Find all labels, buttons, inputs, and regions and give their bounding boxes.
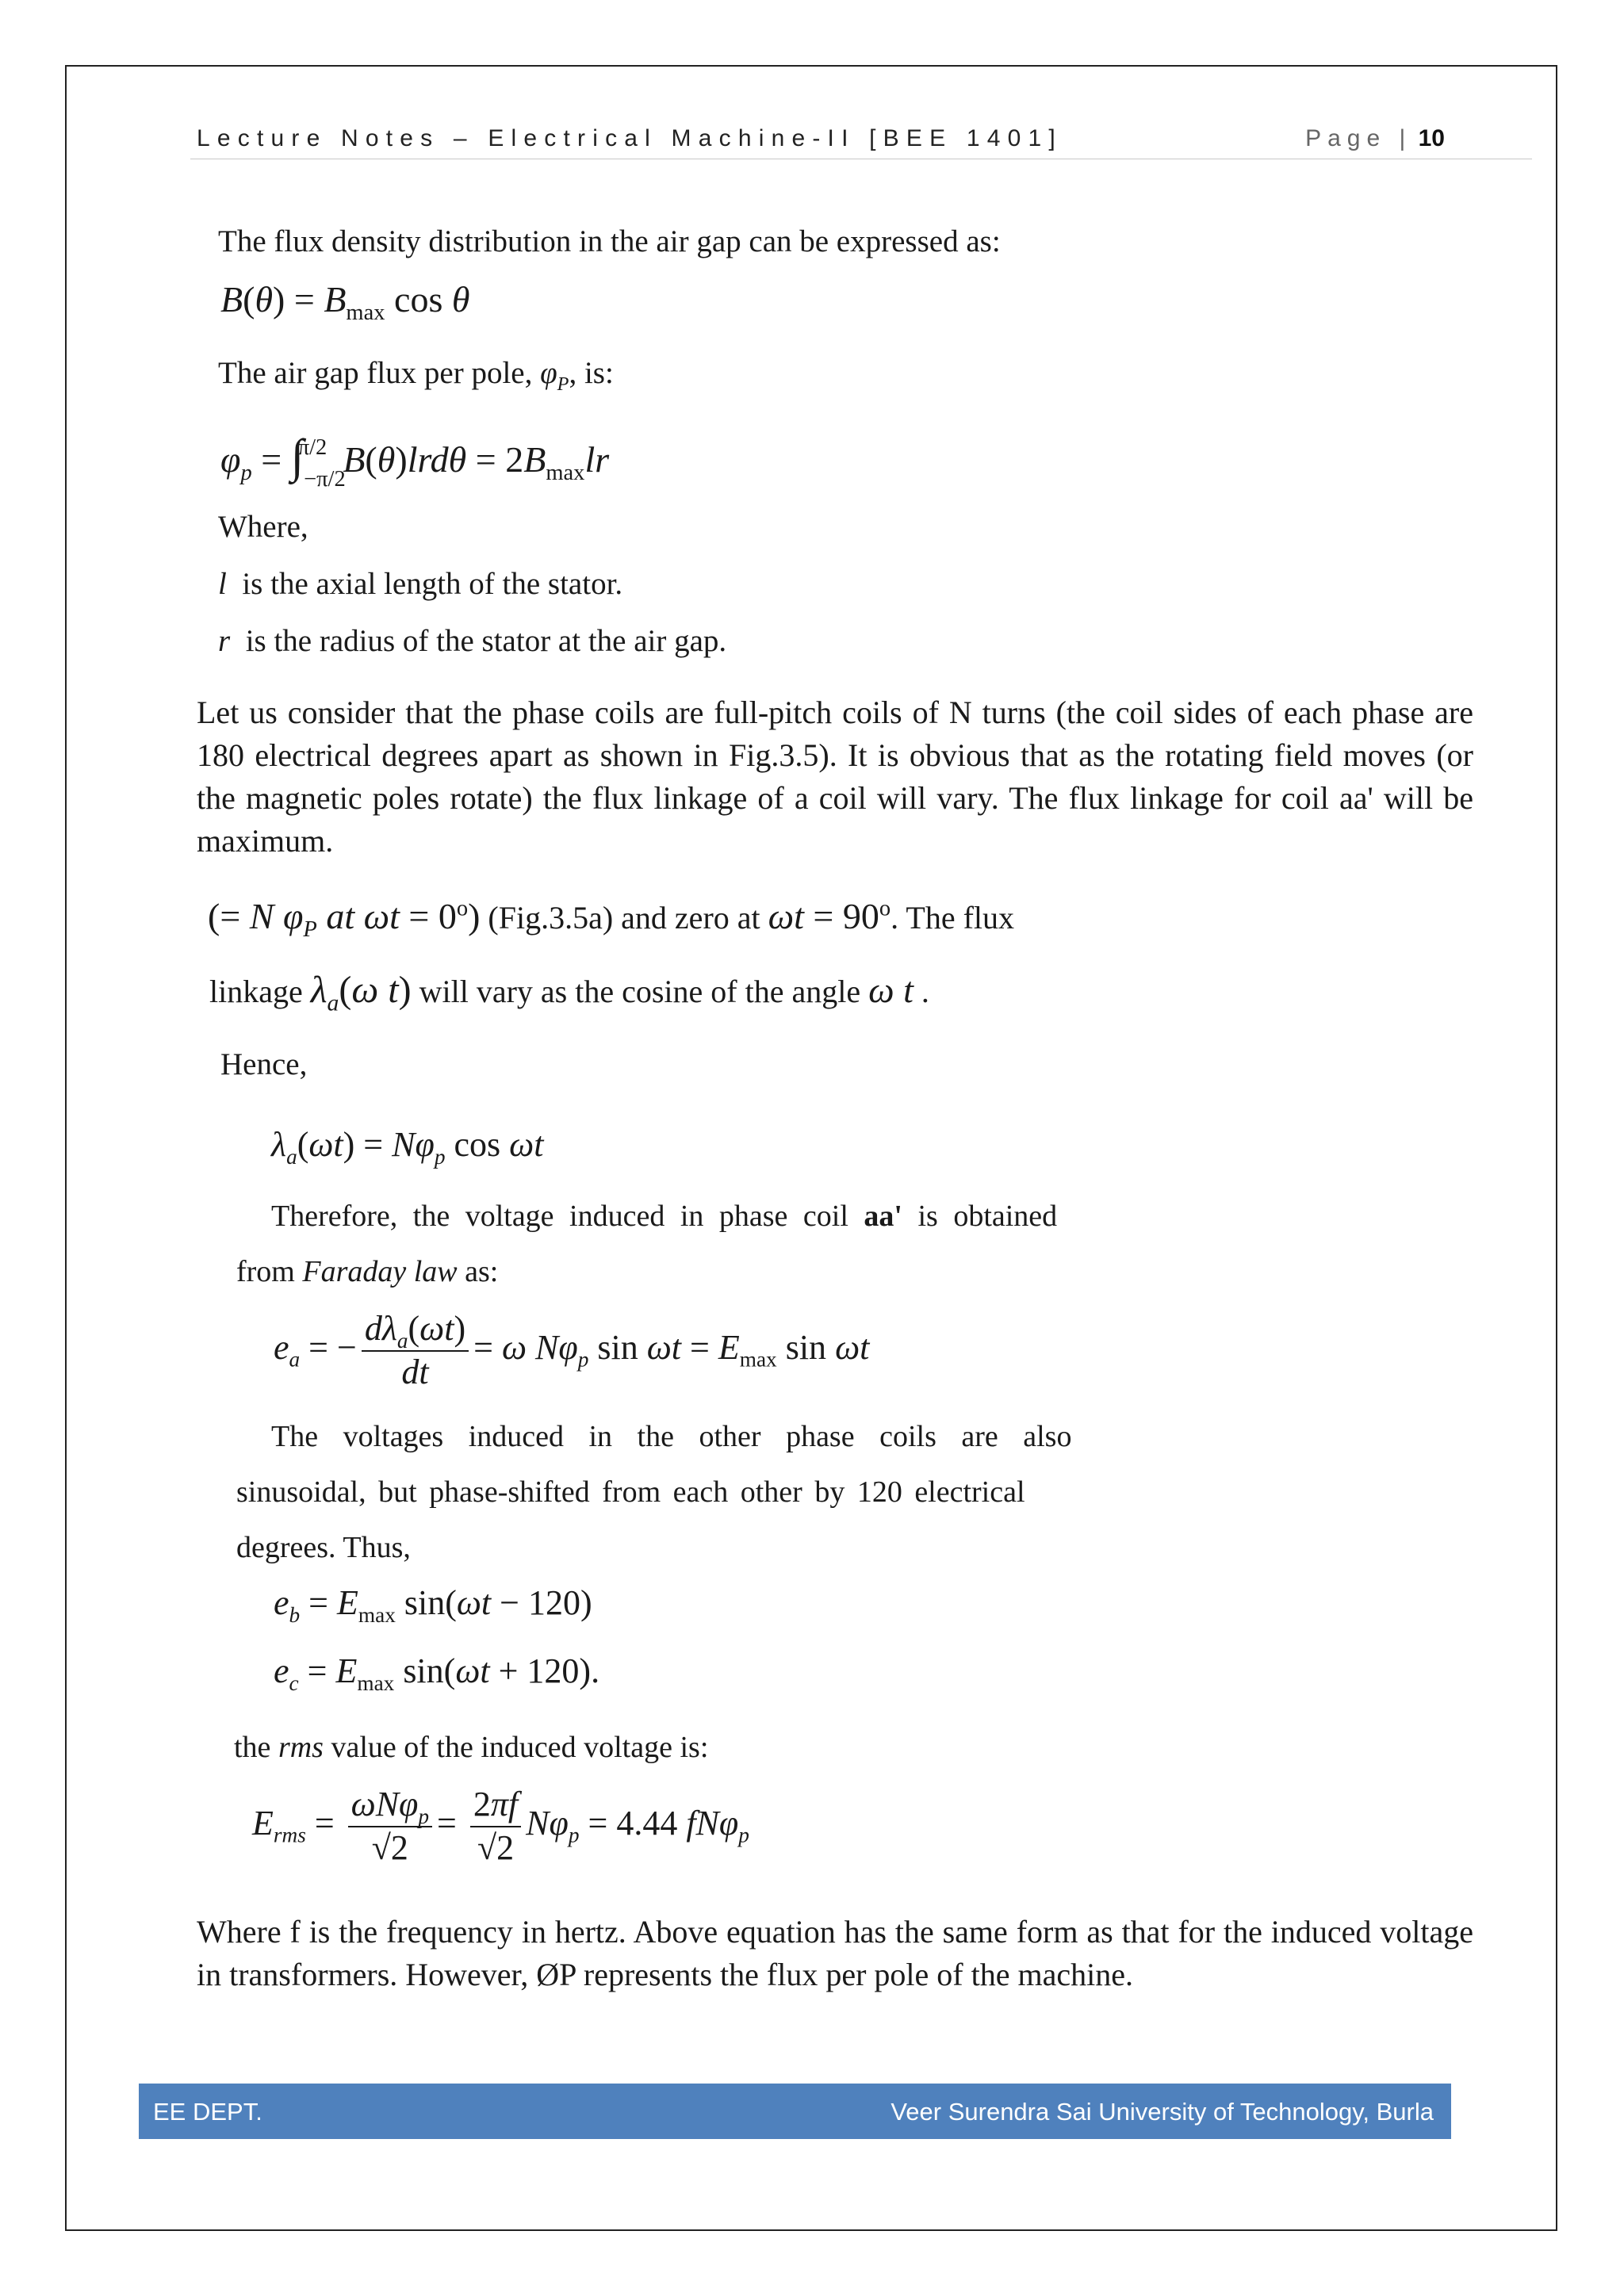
voltages-line-2: sinusoidal, but phase-shifted from each other by 120 electrical (236, 1475, 1025, 1509)
header-page-indicator (1305, 125, 1445, 152)
flux-per-pole-text: The air gap flux per pole, (218, 356, 533, 390)
footer-department: EE DEPT. (153, 2098, 262, 2126)
linkage-word: linkage (209, 974, 303, 1009)
linkage-text: will vary as the cosine of the angle (419, 974, 861, 1009)
page-number: 10 (1418, 125, 1445, 151)
equation-flux-linkage: $\lambda_a(\omega t) = N\varphi_p$ cos ωt (271, 1125, 544, 1169)
where-label: Where, (218, 510, 308, 544)
max-linkage-text-end: . The flux (891, 900, 1015, 936)
equation-flux-density: $B(\theta) = B_{max}$ cos θ (220, 279, 470, 326)
flux-per-pole-symbol: $\varphi_P$ (540, 356, 569, 395)
rms-word: rms (278, 1731, 324, 1764)
flux-per-pole-text-post: , is: (569, 356, 614, 390)
equation-eb: $e_b = E_{max}$ sin(ωt − 120) (274, 1583, 592, 1627)
definition-r-text: is the radius of the stator at the air gap. (245, 624, 727, 658)
rms-text: value of the induced voltage is: (331, 1731, 709, 1764)
max-linkage-text: (Fig.3.5a) and zero at (488, 900, 760, 936)
page-label: Page | (1305, 125, 1412, 151)
linkage-line: linkage $\lambda_a(\omega$ t) will vary as the cosine of the angle ω t . (209, 969, 929, 1016)
rms-the: the (234, 1731, 271, 1764)
coil-aa-label: aa' (864, 1200, 902, 1233)
flux-per-pole-intro (218, 355, 614, 395)
equation-ea: $e_a$ = − $\frac{d\lambda_a(\omega t)}{dt}$ = ω $N\varphi_p$ $\sin \omega t = E_{max}$ sin ωt (274, 1309, 870, 1391)
equation-ec: $e_c = E_{max}$ sin(ωt + 120). (274, 1651, 600, 1695)
page-header (197, 125, 1529, 162)
phase-coils-paragraph: Let us consider that the phase coils are full-pitch coils of N turns (the coil sides of each phase are 180 electrical degrees apart as shown in Fig.3.5). It is obvious that as the rotating field moves (or the magnetic poles rotate) the flux linkage of a coil will vary. The flux linkage for coil aa' will be maximum. (197, 695, 1473, 859)
page-footer (139, 2084, 1451, 2139)
faraday-from: from (236, 1255, 295, 1288)
frequency-paragraph: Where f is the frequency in hertz. Above equation has the same form as that for the induced voltage in transformers. However, ØP represents the flux per pole of the machine. (197, 1914, 1473, 1992)
definition-r (218, 623, 726, 660)
definition-l-text: is the axial length of the stator. (242, 567, 623, 601)
header-title: Lecture Notes – Electrical Machine-II [BEE 1401] (197, 125, 1063, 151)
equation-flux-per-pole: $\varphi_p = \int_{-\pi/2}^{\pi/2}$ $B(\theta)lrd\theta = 2B_{max}lr$ (220, 430, 610, 492)
definition-l (218, 566, 622, 603)
voltages-line-1: The voltages induced in the other phase coils are also (271, 1420, 1072, 1453)
hence-label: Hence, (220, 1047, 308, 1081)
faraday-law: Faraday law (302, 1255, 458, 1288)
footer-university: Veer Surendra Sai University of Technology, Burla (891, 2098, 1434, 2126)
equation-erms: $E_{rms}$ = $\frac{\omega N\varphi_p}{√2}$ = $\frac{2\pi f}{√2}$ $N\varphi_p = 4.44$ fNφ$_p$ (252, 1785, 749, 1867)
symbol-l: l (218, 567, 227, 601)
flux-density-intro: The flux density distribution in the air gap can be expressed as: (218, 224, 1001, 258)
faraday-line (236, 1254, 498, 1291)
therefore-text: Therefore, the voltage induced in phase coil (271, 1200, 848, 1233)
voltages-line-3: degrees. Thus, (236, 1531, 411, 1564)
therefore-line (271, 1199, 1057, 1235)
symbol-r: r (218, 624, 231, 658)
faraday-as: as: (465, 1255, 499, 1288)
max-linkage-line: (= N $\varphi_P$ at $\omega t = 0^o$) (Fig.3.5a) and zero at $\omega t = 90^o$. The flux (208, 896, 1015, 943)
therefore-text-end: is obtained (917, 1200, 1058, 1233)
rms-line (234, 1730, 708, 1766)
